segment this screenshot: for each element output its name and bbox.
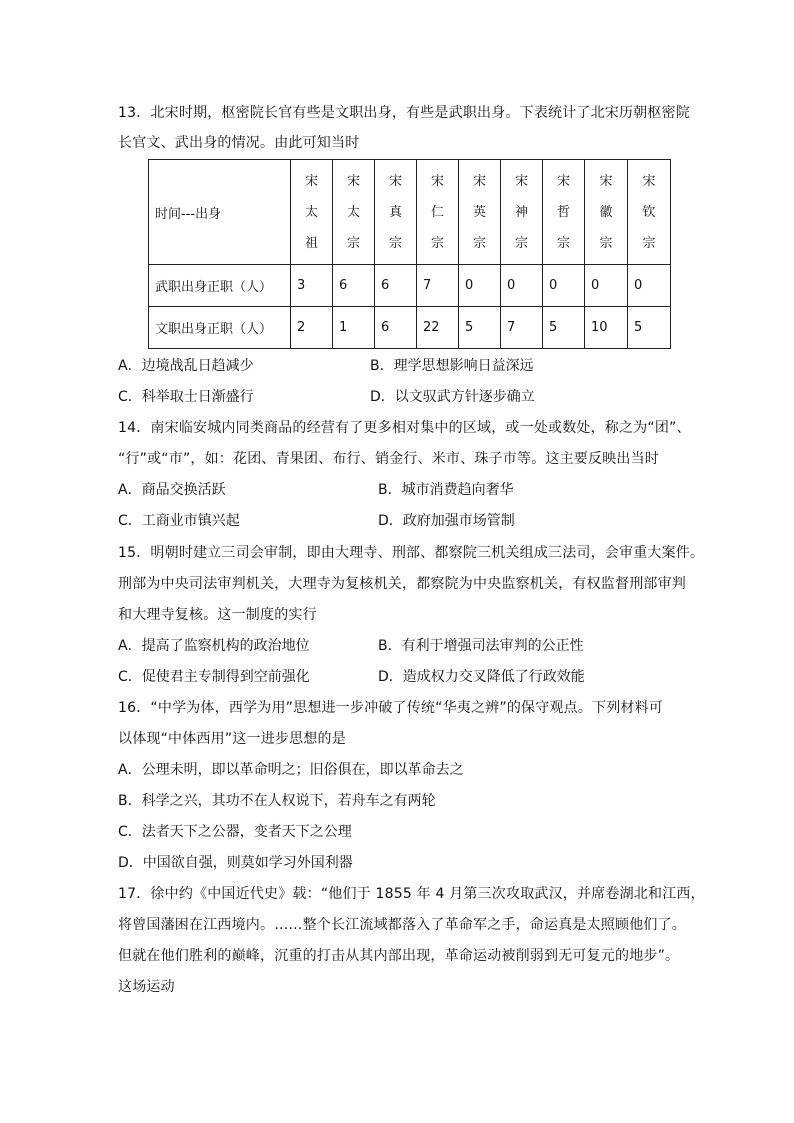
table-cell: 5 — [459, 307, 501, 349]
table-cell: 7 — [417, 265, 459, 307]
table-cell: 1 — [333, 307, 375, 349]
emperor-cell-renzong: 宋 仁 宗 — [417, 160, 459, 265]
q13-stem-line-1: 13．北宋时期，枢密院长官有些是文职出身，有些是武职出身。下表统计了北宋历朝枢密院 — [118, 105, 691, 121]
q15-stem-line-2: 刑部为中央司法审判机关，大理寺为复核机关，都察院为中央监察机关，有权监督刑部审判 — [118, 576, 686, 592]
table-cell: 2 — [291, 307, 333, 349]
q17-stem-line-2: 将曾国藩困在江西境内。……整个长江流域都落入了革命军之手，命运真是太照顾他们了。 — [118, 917, 686, 933]
table-corner-cell: 时间---出身 — [149, 160, 291, 265]
q13-stem-line-2: 长官文、武出身的情况。由此可知当时 — [118, 135, 360, 151]
table-cell: 0 — [585, 265, 628, 307]
q15-option-b[interactable]: B．有利于增强司法审判的公正性 — [378, 638, 584, 654]
emperor-cell-shenzong: 宋 神 宗 — [501, 160, 543, 265]
emperor-cell-yingzong: 宋 英 宗 — [459, 160, 501, 265]
table-cell: 0 — [543, 265, 585, 307]
q13-option-a[interactable]: A．边境战乱日趋减少 — [118, 358, 254, 374]
row-label: 武职出身正职（人） — [149, 265, 291, 307]
q14-option-c[interactable]: C．工商业市镇兴起 — [118, 513, 240, 529]
table-row-civil — [149, 307, 671, 349]
table-cell: 7 — [501, 307, 543, 349]
q16-option-d[interactable]: D．中国欲自强，则莫如学习外国利器 — [118, 855, 353, 871]
q13-data-table — [148, 159, 671, 349]
table-cell: 6 — [375, 307, 417, 349]
q14-option-b[interactable]: B．城市消费趋向奢华 — [378, 482, 514, 498]
q16-option-b[interactable]: B．科学之兴，其功不在人权说下，若舟车之有两轮 — [118, 793, 436, 809]
q16-stem-line-2: 以体现“中体西用”这一进步思想的是 — [118, 731, 346, 747]
q15-option-a[interactable]: A．提高了监察机构的政治地位 — [118, 638, 310, 654]
q17-stem-line-4: 这场运动 — [118, 979, 175, 995]
q17-stem-line-1: 17．徐中约《中国近代史》载：“他们于 1855 年 4 月第三次攻取武汉，并席卷湖北和江西， — [118, 886, 705, 902]
q16-option-c[interactable]: C．法者天下之公器，变者天下之公理 — [118, 824, 352, 840]
table-cell: 22 — [417, 307, 459, 349]
emperor-cell-qinzong: 宋 钦 宗 — [628, 160, 671, 265]
table-header-row — [149, 160, 671, 265]
table-cell: 0 — [628, 265, 671, 307]
q15-stem-line-3: 和大理寺复核。这一制度的实行 — [118, 607, 317, 623]
q17-stem-line-3: 但就在他们胜利的巅峰，沉重的打击从其内部出现，革命运动被削弱到无可复元的地步”。 — [118, 948, 680, 964]
table-cell: 6 — [333, 265, 375, 307]
q14-stem-line-1: 14．南宋临安城内同类商品的经营有了更多相对集中的区域，或一处或数处，称之为“团”、 — [118, 420, 691, 436]
q15-stem-line-1: 15．明朝时建立三司会审制，即由大理寺、刑部、都察院三机关组成三法司，会审重大案件。 — [118, 545, 705, 561]
row-label: 文职出身正职（人） — [149, 307, 291, 349]
table-cell: 5 — [543, 307, 585, 349]
q13-option-b[interactable]: B．理学思想影响日益深远 — [370, 358, 534, 374]
table-cell: 10 — [585, 307, 628, 349]
emperor-cell-zhenzong: 宋 真 宗 — [375, 160, 417, 265]
q14-stem-line-2: “行”或“市”，如：花团、青果团、布行、销金行、米市、珠子市等。这主要反映出当时 — [118, 451, 660, 467]
q16-option-a[interactable]: A．公理未明，即以革命明之；旧俗俱在，即以革命去之 — [118, 762, 464, 778]
table-cell: 0 — [459, 265, 501, 307]
emperor-cell-taizong: 宋 太 宗 — [333, 160, 375, 265]
emperor-cell-huizong: 宋 徽 宗 — [585, 160, 628, 265]
table-cell: 3 — [291, 265, 333, 307]
emperor-cell-taizu: 宋 太 祖 — [291, 160, 333, 265]
table-row-military — [149, 265, 671, 307]
table-cell: 0 — [501, 265, 543, 307]
emperor-cell-zhezong: 宋 哲 宗 — [543, 160, 585, 265]
q15-option-c[interactable]: C．促使君主专制得到空前强化 — [118, 669, 310, 685]
q13-option-c[interactable]: C．科举取士日渐盛行 — [118, 389, 254, 405]
q14-option-a[interactable]: A．商品交换活跃 — [118, 482, 226, 498]
q16-stem-line-1: 16．“中学为体，西学为用”思想进一步冲破了传统“华夷之辨”的保守观点。下列材料可 — [118, 700, 664, 716]
q14-option-d[interactable]: D．政府加强市场管制 — [378, 513, 515, 529]
table-cell: 6 — [375, 265, 417, 307]
q15-option-d[interactable]: D．造成权力交叉降低了行政效能 — [378, 669, 585, 685]
table-cell: 5 — [628, 307, 671, 349]
q13-option-d[interactable]: D．以文驭武方针逐步确立 — [370, 389, 535, 405]
